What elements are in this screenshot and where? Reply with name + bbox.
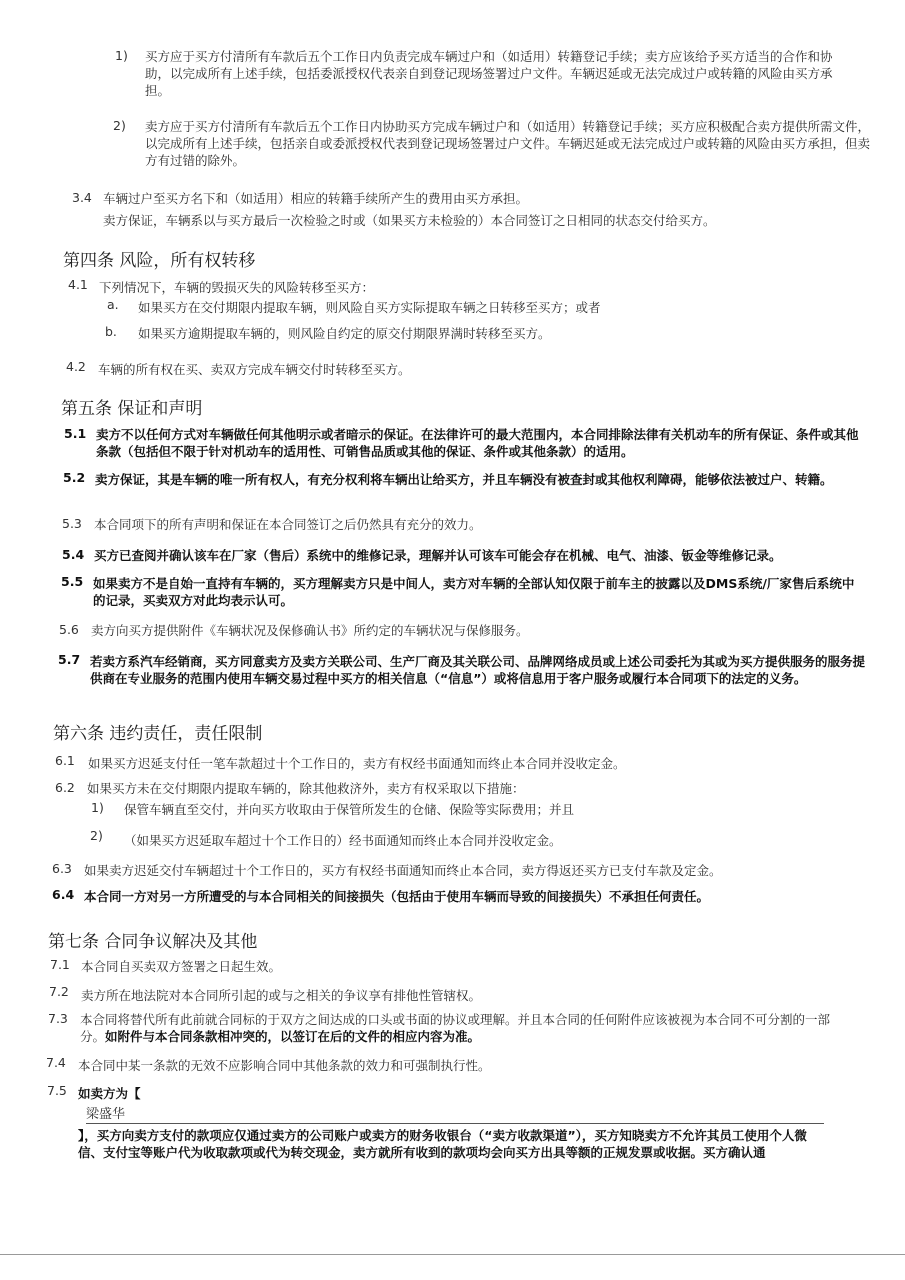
article-5-heading: 第五条 保证和声明 xyxy=(61,399,203,419)
clause-number: 6.3 xyxy=(52,861,72,876)
clause-number: 6.2 xyxy=(55,780,75,795)
clause-7-3-text: 本合同将替代所有此前就合同标的于双方之间达成的口头或书面的协议或理解。并且本合同的任何附件应该被视为本合同不可分割的一部分。 xyxy=(80,1012,831,1044)
clause-number: 1) xyxy=(91,800,104,815)
clause-number: 4.1 xyxy=(68,277,88,292)
clause-number: 5.7 xyxy=(58,652,81,667)
clause-number: a. xyxy=(107,297,119,312)
clause-number: 3.4 xyxy=(72,190,92,205)
clause-5-2: 卖方保证，其是车辆的唯一所有权人，有充分权利将车辆出让给买方，并且车辆没有被查封或其他权利障碍，能够依法被过户、转籍。 xyxy=(95,472,833,487)
page-bottom-edge xyxy=(0,1254,905,1255)
clause-5-3: 本合同项下的所有声明和保证在本合同签订之后仍然具有充分的效力。 xyxy=(94,517,482,532)
clause-6-2-2: （如果买方迟延取车超过十个工作日的）经书面通知而终止本合同并没收定金。 xyxy=(124,833,562,848)
clause-number: 1) xyxy=(115,48,128,63)
signature-line xyxy=(86,1123,824,1124)
clause-7-5: 如卖方为【 xyxy=(78,1086,141,1101)
clause-number: 6.4 xyxy=(52,887,75,902)
article-7-heading: 第七条 合同争议解决及其他 xyxy=(48,932,258,952)
clause-4-1: 下列情况下，车辆的毁损灭失的风险转移至买方： xyxy=(99,280,375,295)
clause-number: 4.2 xyxy=(66,359,86,374)
clause-number: 6.1 xyxy=(55,753,75,768)
clause-3-4: 车辆过户至买方名下和（如适用）相应的转籍手续所产生的费用由买方承担。 xyxy=(103,191,529,206)
clause-4-1-a: 如果买方在交付期限内提取车辆，则风险自买方实际提取车辆之日转移至买方；或者 xyxy=(138,300,601,315)
clause-6-2-1: 保管车辆直至交付，并向买方收取由于保管所发生的仓储、保险等实际费用；并且 xyxy=(124,802,575,817)
clause-6-3: 如果卖方迟延交付车辆超过十个工作日的，买方有权经书面通知而终止本合同，卖方得返还买方已支付车款及定金。 xyxy=(84,863,722,878)
clause-number: 7.3 xyxy=(48,1011,68,1026)
clause-number: 5.2 xyxy=(63,470,86,485)
clause-number: b. xyxy=(105,324,117,339)
clause-number: 2) xyxy=(113,118,126,133)
clause-5-1: 卖方不以任何方式对车辆做任何其他明示或者暗示的保证。在法律许可的最大范围内，本合同排除法律有关机动车的所有保证、条件或其他条款（包括但不限于针对机动车的适用性、可销售品质或其他的保证、条件或其他条款）的适用。 xyxy=(96,427,859,459)
clause-7-3 xyxy=(80,1011,840,1045)
article-4-heading: 第四条 风险，所有权转移 xyxy=(63,251,256,271)
clause-5-5: 如果卖方不是自始一直持有车辆的，买方理解卖方只是中间人，卖方对车辆的全部认知仅限于前车主的披露以及DMS系统/厂家售后系统中的记录，买卖双方对此均表示认可。 xyxy=(93,576,855,608)
clause-number: 2) xyxy=(90,828,103,843)
clause-6-4: 本合同一方对另一方所遭受的与本合同相关的间接损失（包括由于使用车辆而导致的间接损失）不承担任何责任。 xyxy=(84,889,710,904)
clause-3-3-2: 卖方应于买方付清所有车款后五个工作日内协助买方完成车辆过户和（如适用）转籍登记手续；买方应积极配合卖方提供所需文件，以完成所有上述手续，包括亲自或委派授权代表到登记现场签署过户文件。车辆迟延或无法完成过户或转籍的风险由买方承担，但卖方有过错的除外。 xyxy=(145,119,871,168)
clause-7-4: 本合同中某一条款的无效不应影响合同中其他条款的效力和可强制执行性。 xyxy=(78,1058,491,1073)
clause-6-1: 如果买方迟延支付任一笔车款超过十个工作日的，卖方有权经书面通知而终止本合同并没收定金。 xyxy=(88,756,626,771)
clause-5-7: 若卖方系汽车经销商，买方同意卖方及卖方关联公司、生产厂商及其关联公司、品牌网络成员或上述公司委托为其或为买方提供服务的服务提供商在专业服务的范围内使用车辆交易过程中买方的相关信息（“信息”）或将信息用于客户服务或履行本合同项下的法定的义务。 xyxy=(90,654,866,686)
clause-number: 5.1 xyxy=(64,426,87,441)
clause-5-4: 买方已查阅并确认该车在厂家（售后）系统中的维修记录，理解并认可该车可能会存在机械、电气、油漆、钣金等维修记录。 xyxy=(94,548,782,563)
clause-number: 5.3 xyxy=(62,516,82,531)
clause-number: 7.5 xyxy=(47,1083,67,1098)
clause-number: 7.1 xyxy=(50,957,70,972)
clause-5-6: 卖方向买方提供附件《车辆状况及保修确认书》所约定的车辆状况与保修服务。 xyxy=(91,623,529,638)
clause-4-2: 车辆的所有权在买、卖双方完成车辆交付时转移至买方。 xyxy=(98,362,411,377)
seller-name-handwritten: 梁盛华 xyxy=(86,1107,126,1122)
clause-number: 5.6 xyxy=(59,622,79,637)
clause-4-1-b: 如果买方逾期提取车辆的，则风险自约定的原交付期限界满时转移至买方。 xyxy=(138,326,551,341)
article-6-heading: 第六条 违约责任，责任限制 xyxy=(53,724,263,744)
clause-7-5-continued: 】，买方向卖方支付的款项应仅通过卖方的公司账户或卖方的财务收银台（“卖方收款渠道”），买方知晓卖方不允许其员工使用个人微信、支付宝等账户代为收取款项或代为转交现金，卖方就所有收到的款项均会向买方出具等额的正规发票或收据。买方确认通 xyxy=(78,1128,807,1160)
clause-number: 7.2 xyxy=(49,984,69,999)
clause-7-3-bold: 如附件与本合同条款相冲突的，以签订在后的文件的相应内容为准。 xyxy=(105,1029,481,1044)
clause-number: 7.4 xyxy=(46,1055,66,1070)
clause-number: 5.4 xyxy=(62,547,85,562)
clause-3-4-warranty: 卖方保证，车辆系以与买方最后一次检验之时或（如果买方未检验的）本合同签订之日相同的状态交付给买方。 xyxy=(103,213,716,228)
clause-6-2: 如果买方未在交付期限内提取车辆的，除其他救济外，卖方有权采取以下措施： xyxy=(87,781,525,796)
clause-number: 5.5 xyxy=(61,574,84,589)
clause-7-2: 卖方所在地法院对本合同所引起的或与之相关的争议享有排他性管辖权。 xyxy=(81,988,482,1003)
clause-7-1: 本合同自买卖双方签署之日起生效。 xyxy=(81,959,282,974)
clause-3-3-1: 买方应于买方付清所有车款后五个工作日内负责完成车辆过户和（如适用）转籍登记手续；卖方应该给予买方适当的合作和协助，以完成所有上述手续，包括委派授权代表亲自到登记现场签署过户文件。车辆迟延或无法完成过户或转籍的风险由买方承担。 xyxy=(145,49,833,98)
